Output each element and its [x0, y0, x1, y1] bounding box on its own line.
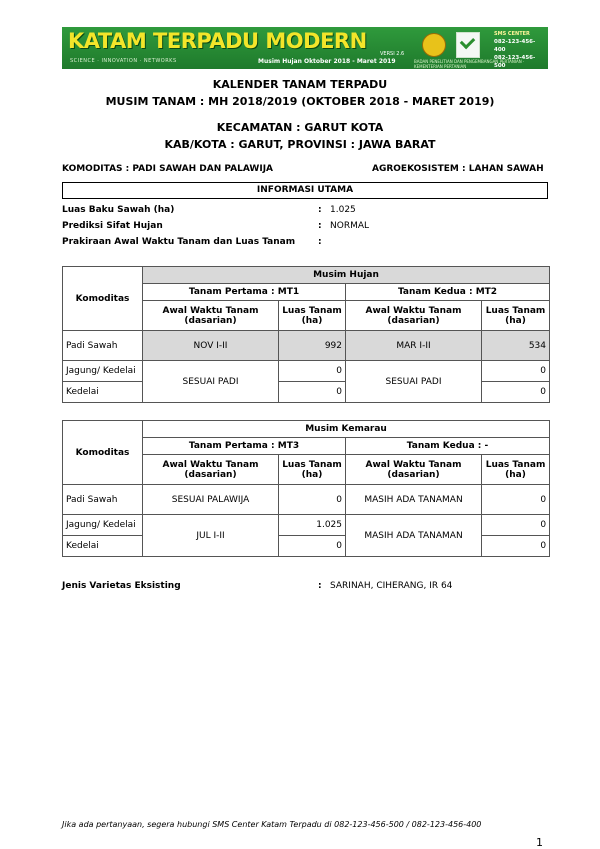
luas-cell: 0: [279, 536, 346, 557]
luas-header: Luas Tanam (ha): [482, 455, 550, 485]
komoditas-header: Komoditas: [63, 421, 143, 485]
sms-number-1: 082-123-456-400: [494, 39, 536, 53]
awal-cell: SESUAI PADI: [346, 361, 482, 403]
document-title: KALENDER TANAM TERPADU: [212, 78, 388, 91]
komoditas-cell: Padi Sawah: [63, 485, 143, 515]
mt1-header: Tanam Pertama : MT1: [143, 284, 346, 301]
komoditas-cell: Padi Sawah: [63, 331, 143, 361]
info-colon: :: [318, 221, 322, 231]
awal-header: Awal Waktu Tanam (dasarian): [346, 455, 482, 485]
banner-version: VERSI 2.6: [380, 51, 405, 57]
info-colon: :: [318, 205, 322, 215]
agroekosistem-line: AGROEKOSISTEM : LAHAN SAWAH: [372, 164, 544, 174]
footer-note: Jika ada pertanyaan, segera hubungi SMS Center Katam Terpadu di 082-123-456-500 / 082-123-456-400: [62, 820, 482, 829]
info-label: Prakiraan Awal Waktu Tanam dan Luas Tanam: [62, 237, 296, 247]
awal-header: Awal Waktu Tanam (dasarian): [346, 301, 482, 331]
banner-agency: BADAN PENELITIAN DAN PENGEMBANGAN PERTANIAN · KEMENTERIAN PERTANIAN: [414, 59, 525, 69]
luas-cell: 0: [279, 485, 346, 515]
table-row: [63, 331, 550, 361]
info-label: Prediksi Sifat Hujan: [62, 221, 163, 231]
header-banner: [62, 27, 548, 69]
awal-header: Awal Waktu Tanam (dasarian): [143, 301, 279, 331]
sms-heading: SMS CENTER: [494, 31, 530, 37]
luas-cell: 0: [482, 515, 550, 536]
info-value: NORMAL: [330, 221, 370, 231]
season-header: Musim Kemarau: [143, 421, 550, 438]
banner-tagline: SCIENCE · INNOVATION · NETWORKS: [70, 58, 177, 64]
awal-header: Awal Waktu Tanam (dasarian): [143, 455, 279, 485]
table-row: [63, 361, 550, 382]
season-header: Musim Hujan: [143, 267, 550, 284]
luas-cell: 0: [482, 536, 550, 557]
komoditas-cell: Kedelai: [63, 382, 143, 403]
varietas-label: Jenis Varietas Eksisting: [62, 581, 181, 591]
varietas-colon: :: [318, 581, 322, 591]
awal-cell: MASIH ADA TANAMAN: [346, 515, 482, 557]
komoditas-cell: Jagung/ Kedelai: [63, 361, 143, 382]
sms-center-box: [494, 30, 546, 70]
banner-title: KATAM TERPADU MODERN: [68, 29, 367, 53]
komoditas-header: Komoditas: [63, 267, 143, 331]
musim-kemarau-table: [62, 420, 550, 557]
luas-cell: 0: [279, 382, 346, 403]
kecamatan-title: KECAMATAN : GARUT KOTA: [216, 121, 384, 134]
mt2-header: Tanam Kedua : -: [346, 438, 550, 455]
komoditas-line: KOMODITAS : PADI SAWAH DAN PALAWIJA: [62, 164, 274, 174]
table-row: [63, 485, 550, 515]
luas-cell: 534: [482, 331, 550, 361]
table-row: [63, 515, 550, 536]
season-title: MUSIM TANAM : MH 2018/2019 (OKTOBER 2018 - MARET 2019): [105, 95, 495, 108]
luas-header: Luas Tanam (ha): [482, 301, 550, 331]
komoditas-cell: Jagung/ Kedelai: [63, 515, 143, 536]
awal-cell: SESUAI PALAWIJA: [143, 485, 279, 515]
luas-cell: 0: [279, 361, 346, 382]
musim-hujan-table: [62, 266, 550, 403]
kabkota-title: KAB/KOTA : GARUT, PROVINSI : JAWA BARAT: [164, 138, 436, 151]
luas-cell: 992: [279, 331, 346, 361]
ministry-logo-icon: [422, 33, 446, 57]
info-value: 1.025: [330, 205, 356, 215]
varietas-value: SARINAH, CIHERANG, IR 64: [330, 581, 453, 591]
luas-cell: 0: [482, 382, 550, 403]
luas-header: Luas Tanam (ha): [279, 455, 346, 485]
banner-season: Musim Hujan Oktober 2018 - Maret 2019: [258, 58, 396, 65]
awal-cell: JUL I-II: [143, 515, 279, 557]
mt1-header: Tanam Pertama : MT3: [143, 438, 346, 455]
mt2-header: Tanam Kedua : MT2: [346, 284, 550, 301]
awal-cell: MASIH ADA TANAMAN: [346, 485, 482, 515]
awal-cell: MAR I-II: [346, 331, 482, 361]
luas-cell: 0: [482, 485, 550, 515]
agency-logo-icon: [456, 32, 480, 58]
info-label: Luas Baku Sawah (ha): [62, 205, 175, 215]
info-colon: :: [318, 237, 322, 247]
awal-cell: NOV I-II: [143, 331, 279, 361]
komoditas-cell: Kedelai: [63, 536, 143, 557]
luas-cell: 1.025: [279, 515, 346, 536]
sms-number-2: 082-123-456-500: [494, 55, 536, 69]
info-heading: INFORMASI UTAMA: [62, 182, 548, 199]
luas-cell: 0: [482, 361, 550, 382]
page-number: 1: [536, 836, 543, 849]
luas-header: Luas Tanam (ha): [279, 301, 346, 331]
awal-cell: SESUAI PADI: [143, 361, 279, 403]
